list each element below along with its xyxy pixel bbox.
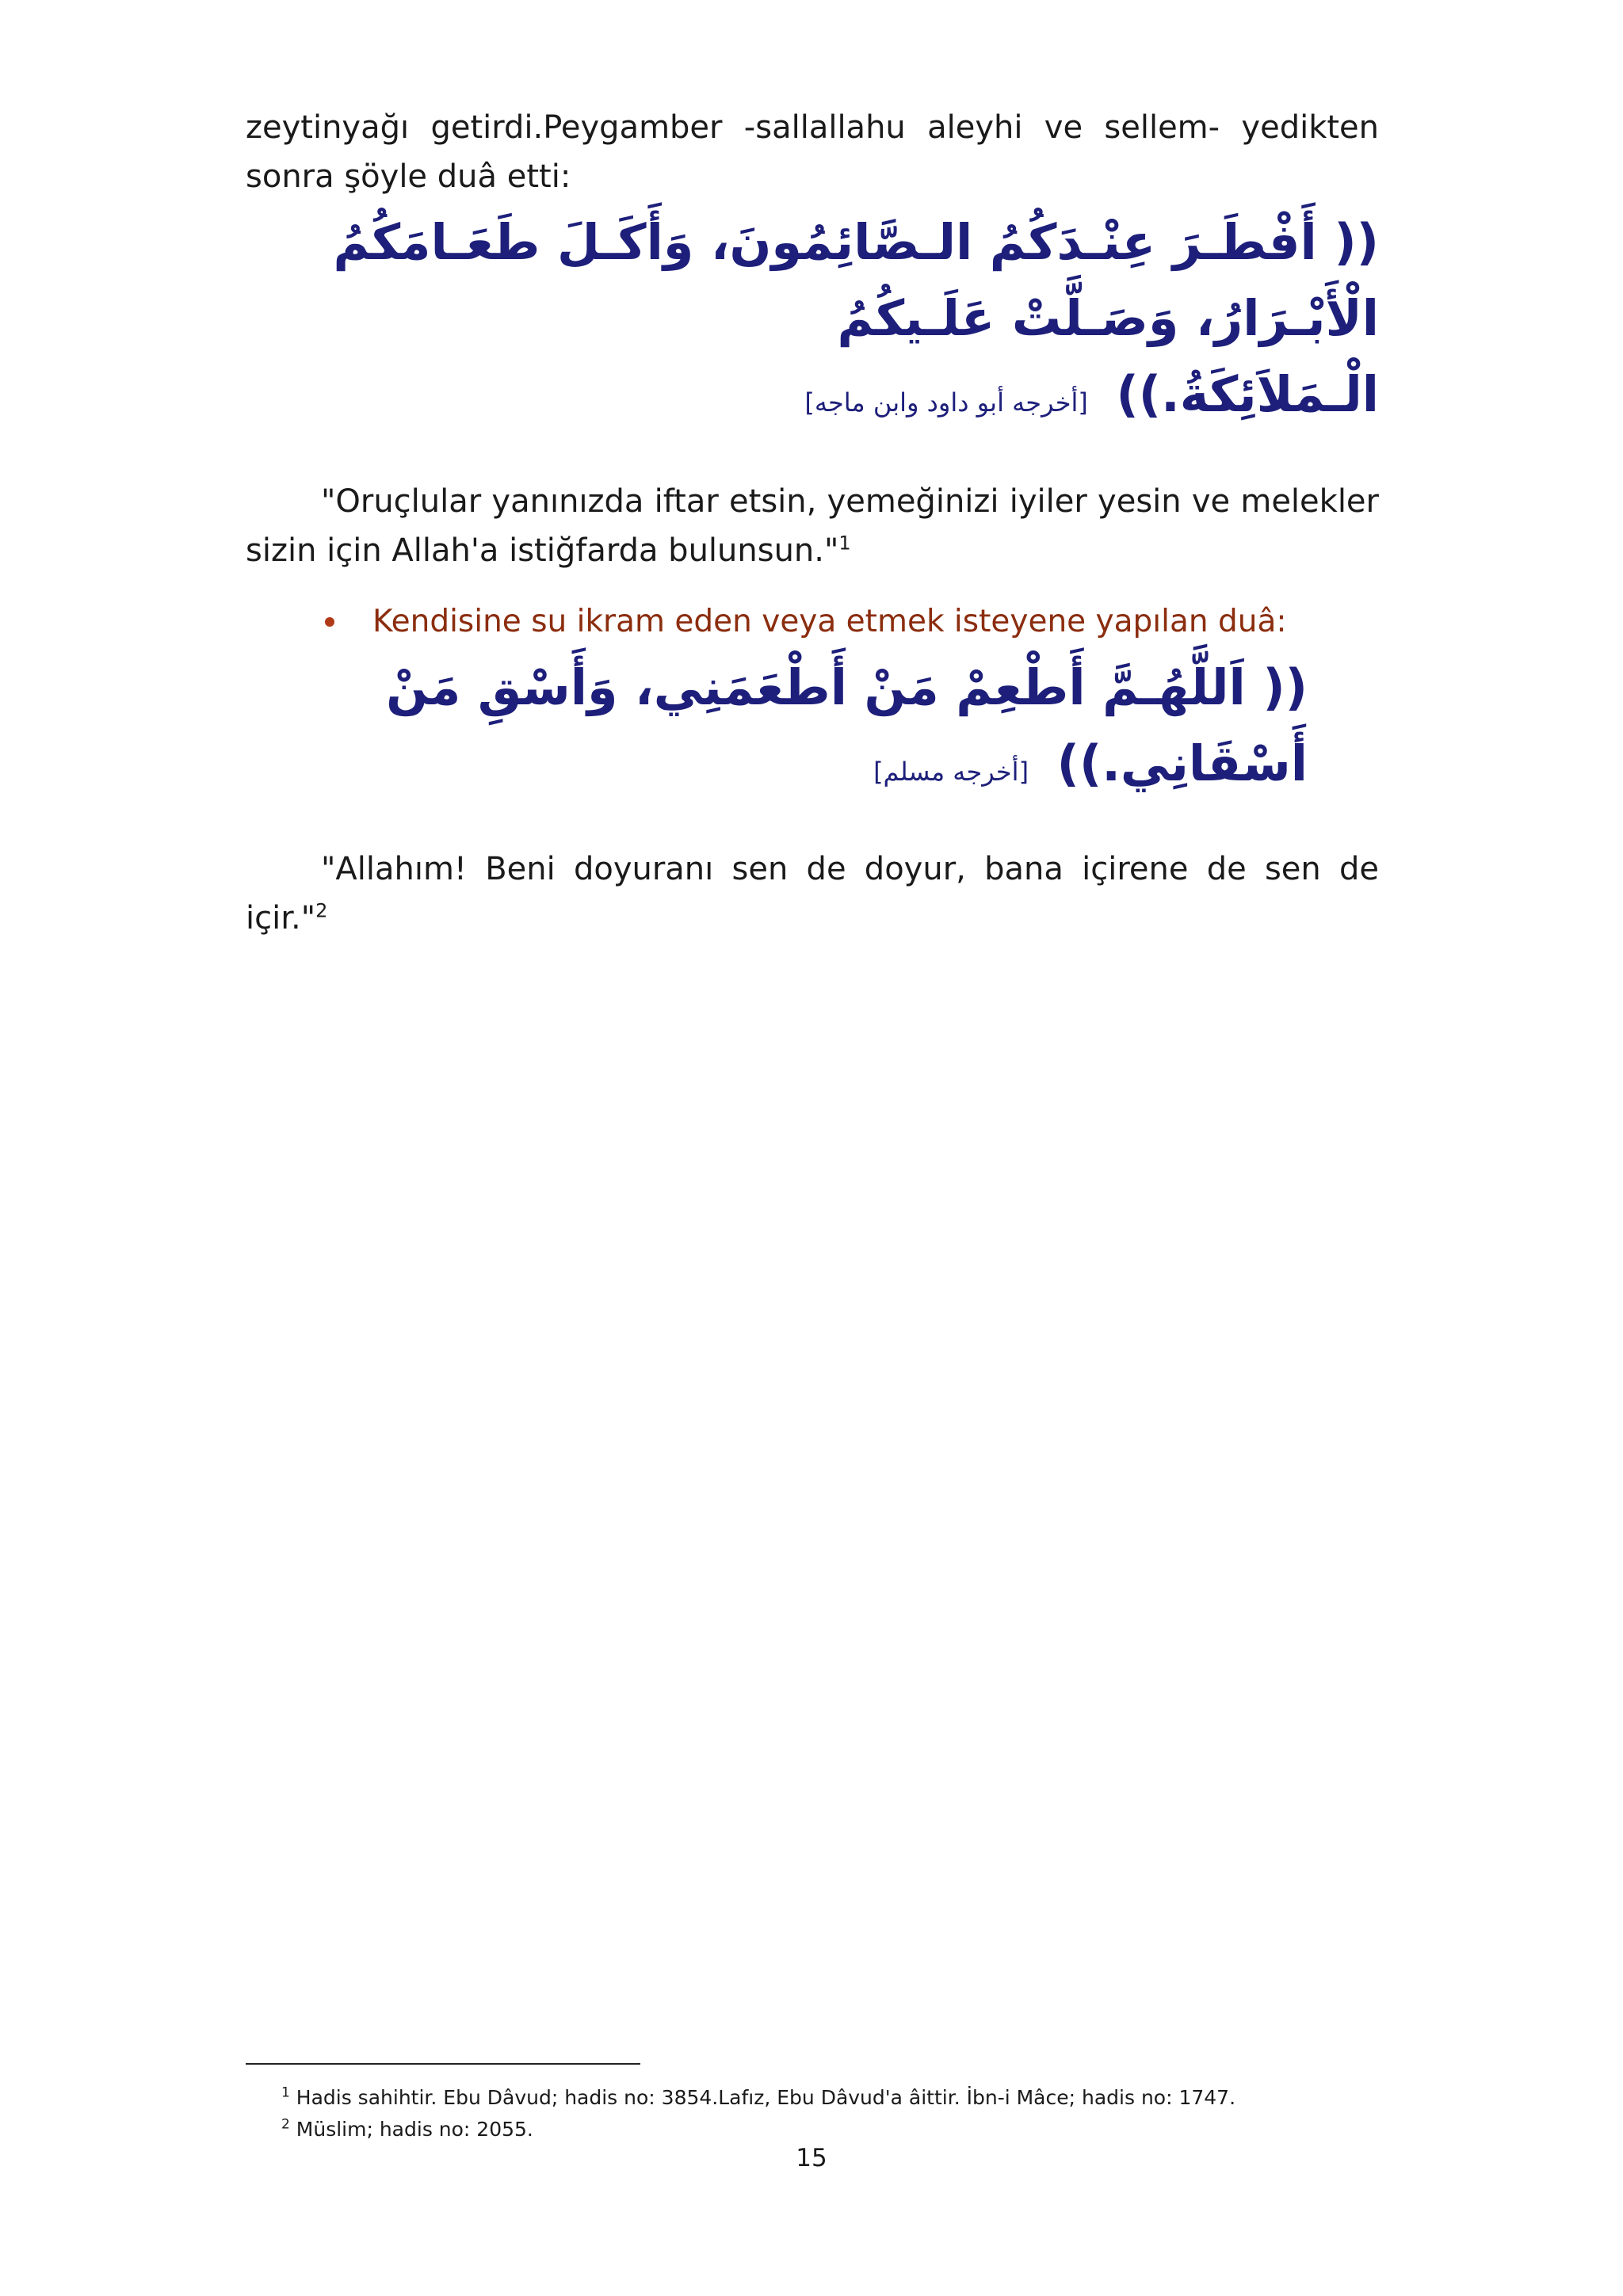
bullet-item [325, 597, 1379, 646]
arabic-dua-water-text: (( اَللَّهُـمَّ أَطْعِمْ مَنْ أَطْعَمَنِي، وَأَسْقِ مَنْ أَسْقَانِي.)) [386, 658, 1308, 792]
footnote-divider [246, 2063, 640, 2065]
page-body [246, 103, 1379, 943]
arabic-source-abudawud: [أخرجه أبو داود وابن ماجه] [804, 387, 1088, 418]
arabic-dua-water [246, 650, 1379, 810]
footnote-1 [281, 2082, 1391, 2114]
page-number: 15 [796, 2144, 827, 2172]
translation-2-text: "Allahım! Beni doyuranı sen de doyur, bana içirene de sen de içir." [246, 851, 1379, 936]
arabic-dua-iftar [246, 204, 1379, 441]
arabic-dua-iftar-line1: (( أَفْطَـرَ عِنْـدَكُمُ الـصَّائِمُونَ، وَأَكَـلَ طَعَـامَكُمُ الْأَبْـرَارُ، وَصَـلَّتْ عَلَـيكُمُ [333, 213, 1379, 347]
footnote-1-text: Hadis sahihtir. Ebu Dâvud; hadis no: 3854.Lafız, Ebu Dâvud'a âittir. İbn-i Mâce; hadis no: 1747. [296, 2086, 1236, 2109]
arabic-dua-iftar-line2-wrap [246, 357, 1379, 441]
footnote-ref-2[interactable]: 2 [315, 899, 328, 922]
arabic-source-muslim: [أخرجه مسلم] [873, 757, 1029, 787]
footnote-ref-1[interactable]: 1 [838, 532, 851, 555]
footnotes [281, 2082, 1391, 2145]
footnote-2-number: 2 [281, 2116, 290, 2133]
paragraph-translation-2 [246, 845, 1379, 943]
footnote-2-text: Müslim; hadis no: 2055. [296, 2118, 533, 2141]
footnote-1-number: 1 [281, 2084, 290, 2101]
paragraph-translation-1 [246, 477, 1379, 575]
bullet-text: Kendisine su ikram eden veya etmek isteyene yapılan duâ: [372, 604, 1287, 639]
arabic-dua-iftar-line2: الْـمَلاَئِكَةُ.)) [1116, 365, 1379, 423]
footnote-2 [281, 2114, 1391, 2145]
paragraph-intro: zeytinyağı getirdi.Peygamber -sallallahu aleyhi ve sellem- yedikten sonra şöyle duâ etti: [246, 109, 1379, 195]
translation-1-text: "Oruçlular yanınızda iftar etsin, yemeğinizi iyiler yesin ve melekler sizin için Allah'a istiğfarda bulunsun." [246, 483, 1379, 569]
bullet-dot-icon [325, 617, 334, 627]
